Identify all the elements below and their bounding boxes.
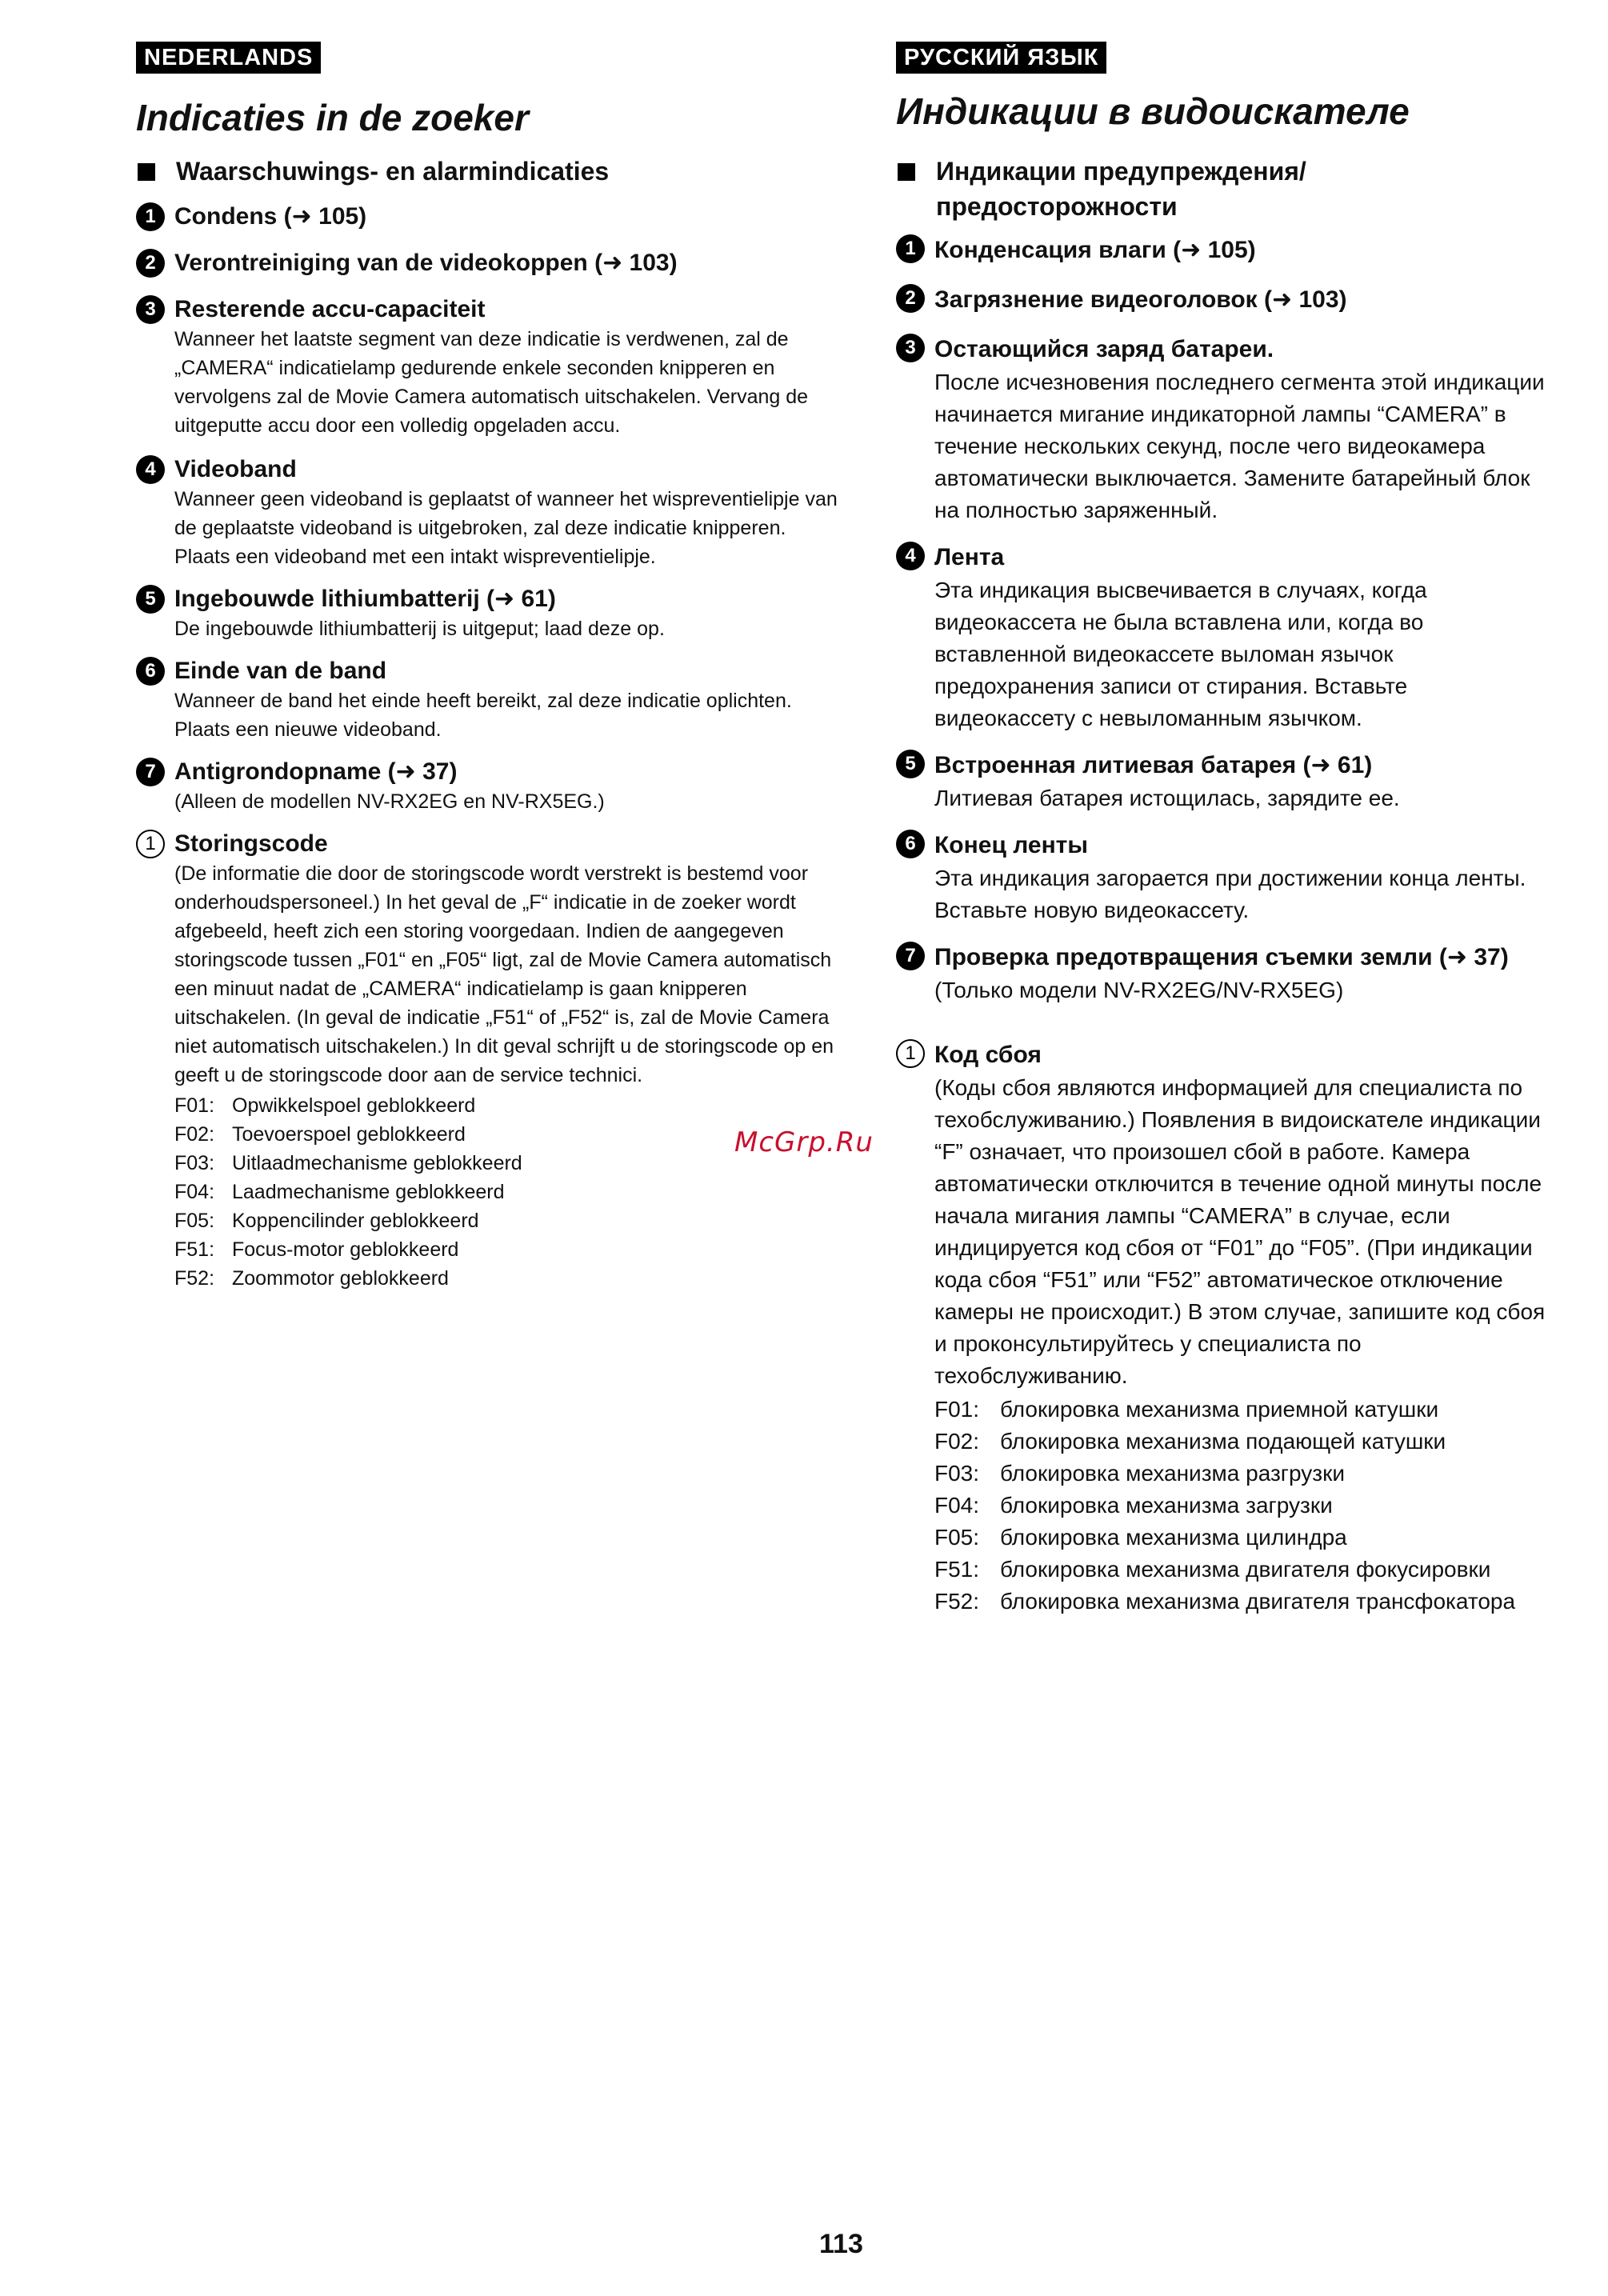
section-title: Индикации в видоискателе <box>896 90 1410 132</box>
error-code-desc: блокировка механизма двигателя трансфокатора <box>1000 1589 1516 1614</box>
number-badge-icon: 6 <box>896 830 925 858</box>
error-code-row <box>934 1490 1552 1522</box>
square-bullet-icon <box>898 163 915 181</box>
error-code: F03: <box>174 1152 215 1174</box>
indication-item <box>896 333 1552 526</box>
indication-heading: Einde van de band <box>174 658 387 684</box>
number-badge-icon: 3 <box>136 295 165 324</box>
error-code-desc: блокировка механизма цилиндра <box>1000 1525 1347 1550</box>
number-badge-icon: 5 <box>136 585 165 614</box>
indication-item <box>896 749 1552 814</box>
indication-list <box>896 234 1552 1618</box>
number-badge-icon: 7 <box>896 942 925 970</box>
indication-description: Эта индикация загорается при достижении конца ленты. Вставьте новую видеокассету. <box>934 866 1526 922</box>
indication-item <box>136 656 840 744</box>
error-code-section <box>896 1038 1552 1618</box>
number-badge-icon: 4 <box>136 455 165 484</box>
error-code: F04: <box>174 1181 215 1203</box>
subsection-heading <box>136 154 609 189</box>
indication-description: Wanneer geen videoband is geplaatst of wanneer het wispreventielipje van de geplaatste videoband is uitgebroken, zal deze indicatie knipperen. Plaats een videoband met een intakt wispreventielipje. <box>174 488 838 568</box>
indication-item <box>896 829 1552 926</box>
error-code-desc: блокировка механизма подающей катушки <box>1000 1429 1446 1454</box>
error-code-desc: Zoommotor geblokkeerd <box>232 1267 449 1290</box>
indication-item <box>136 584 840 643</box>
error-code: F05: <box>934 1525 980 1550</box>
subsection-heading <box>896 154 1552 224</box>
error-code-desc: Uitlaadmechanisme geblokkeerd <box>232 1152 522 1174</box>
error-code-desc: блокировка механизма загрузки <box>1000 1493 1333 1518</box>
error-code-row <box>934 1554 1552 1586</box>
error-code: F01: <box>934 1397 980 1422</box>
error-code-row <box>934 1586 1552 1618</box>
indication-heading: Проверка предотвращения съемки земли (➜ 37) <box>934 944 1509 970</box>
language-tag: NEDERLANDS <box>136 42 321 74</box>
indication-item <box>896 941 1552 1006</box>
square-bullet-icon <box>138 163 155 181</box>
error-code-row <box>934 1426 1552 1458</box>
error-code: F03: <box>934 1461 980 1486</box>
indication-heading: Ingebouwde lithiumbatterij (➜ 61) <box>174 586 556 612</box>
error-code: F04: <box>934 1493 980 1518</box>
error-code-row <box>934 1394 1552 1426</box>
error-code-row <box>174 1091 840 1120</box>
error-code-row <box>934 1522 1552 1554</box>
number-badge-icon: 2 <box>896 284 925 313</box>
error-code: F51: <box>174 1238 215 1261</box>
indication-item <box>136 202 840 232</box>
indication-item <box>136 248 840 278</box>
page-number: 113 <box>819 2229 863 2259</box>
indication-heading: Остающийся заряд батареи. <box>934 336 1274 362</box>
error-code-row <box>174 1178 840 1206</box>
error-code-desc: Koppencilinder geblokkeerd <box>232 1210 479 1232</box>
error-code-row <box>174 1235 840 1264</box>
indication-heading: Videoband <box>174 456 297 482</box>
indication-item <box>136 294 840 440</box>
error-code: F52: <box>174 1267 215 1290</box>
section-title: Indicaties in de zoeker <box>136 97 529 138</box>
error-code-description: (De informatie die door de storingscode wordt verstrekt is bestemd voor onderhoudspersoneel.) In het geval de „F“ indicatie in de zoeker wordt afgebeeld, heeft zich een storing voorgedaan. Indien de aangegeven storingscode tussen „F01“ en „F05“ ligt, zal de Movie Camera automatisch een minuut nadat de „CAMERA“ indicatielamp is gaan knipperen uitschakelen. (In geval de indicatie „F51“ of „F52“ is, zal de Movie Camera niet automatisch uitschakelen.) In dit geval schrijft u de storingscode op en geeft u de storingscode door aan de service technici. <box>174 862 834 1086</box>
indication-heading: Resterende accu-capaciteit <box>174 296 486 322</box>
error-code-desc: Opwikkelspoel geblokkeerd <box>232 1094 476 1117</box>
indication-heading: Verontreiniging van de videokoppen (➜ 103) <box>174 250 678 276</box>
circled-number-icon: 1 <box>136 830 165 858</box>
indication-item <box>136 757 840 816</box>
indication-description: (Alleen de modellen NV-RX2EG en NV-RX5EG.) <box>174 790 605 813</box>
circled-number-icon: 1 <box>896 1039 925 1068</box>
error-code-heading: Storingscode <box>174 830 328 857</box>
error-code-list <box>934 1394 1552 1618</box>
indication-item <box>136 454 840 571</box>
error-code: F52: <box>934 1589 980 1614</box>
indication-heading: Загрязнение видеоголовок (➜ 103) <box>934 286 1347 313</box>
indication-item <box>896 541 1552 734</box>
error-code-row <box>174 1264 840 1293</box>
indication-heading: Конец ленты <box>934 832 1088 858</box>
indication-description: Wanneer het laatste segment van deze indicatie is verdwenen, zal de „CAMERA“ indicatielamp gedurende enkele seconden knipperen en vervolgens zal de Movie Camera automatisch uitschakelen. Vervang de uitgeputte accu door een volledig opgeladen accu. <box>174 328 809 437</box>
error-code: F02: <box>934 1429 980 1454</box>
language-tag: РУССКИЙ ЯЗЫК <box>896 42 1106 74</box>
number-badge-icon: 5 <box>896 750 925 778</box>
error-code-heading: Код сбоя <box>934 1042 1042 1068</box>
indication-heading: Condens (➜ 105) <box>174 203 367 230</box>
subsection-heading-text: Индикации предупреждения/ предосторожности <box>936 157 1306 221</box>
indication-heading: Встроенная литиевая батарея (➜ 61) <box>934 752 1373 778</box>
error-code-desc: блокировка механизма разгрузки <box>1000 1461 1346 1486</box>
error-code-row <box>934 1458 1552 1490</box>
error-code-desc: Toevoerspoel geblokkeerd <box>232 1123 466 1146</box>
number-badge-icon: 7 <box>136 758 165 786</box>
number-badge-icon: 4 <box>896 542 925 570</box>
indication-description: De ingebouwde lithiumbatterij is uitgeput; laad deze op. <box>174 618 665 640</box>
error-code: F01: <box>174 1094 215 1117</box>
number-badge-icon: 3 <box>896 334 925 362</box>
indication-description: Wanneer de band het einde heeft bereikt, zal deze indicatie oplichten. Plaats een nieuwe videoband. <box>174 690 792 741</box>
error-code-list <box>174 1091 840 1293</box>
number-badge-icon: 1 <box>896 234 925 263</box>
indication-heading: Лента <box>934 544 1005 570</box>
error-code-desc: блокировка механизма двигателя фокусировки <box>1000 1557 1491 1582</box>
number-badge-icon: 1 <box>136 202 165 231</box>
indication-heading: Конденсация влаги (➜ 105) <box>934 237 1256 263</box>
error-code: F51: <box>934 1557 980 1582</box>
indication-item <box>896 283 1552 317</box>
indication-heading: Antigrondopname (➜ 37) <box>174 758 458 785</box>
error-code-row <box>174 1206 840 1235</box>
error-code-description: (Коды сбоя являются информацией для специалиста по техобслуживанию.) Появления в видоискателе индикации “F” означает, что произошел сбой в работе. Камера автоматически отключится в течение одной минуты после начала мигания лампы “CAMERA” в случае, если индицируется код сбоя от “F01” до “F05”. (При индикации кода сбоя “F51” или “F52” автоматическое отключение камеры не происходит.) В этом случае, запишите код сбоя и проконсультируйтесь у специалиста по техобслуживанию. <box>934 1075 1546 1388</box>
watermark-text: McGrp.Ru <box>734 1126 874 1158</box>
error-code-section <box>136 829 840 1293</box>
number-badge-icon: 6 <box>136 657 165 686</box>
indication-description: (Только модели NV-RX2EG/NV-RX5EG) <box>934 978 1344 1002</box>
subsection-heading-text: Waarschuwings- en alarmindicaties <box>176 157 610 186</box>
error-code: F02: <box>174 1123 215 1146</box>
indication-description: После исчезновения последнего сегмента этой индикации начинается мигание индикаторной лампы “CAMERA” в течение нескольких секунд, после чего видеокамера автоматически выключается. Замените батарейный блок на полностью заряженный. <box>934 370 1545 522</box>
indication-item <box>896 234 1552 267</box>
error-code: F05: <box>174 1210 215 1232</box>
indication-description: Эта индикация высвечивается в случаях, когда видеокассета не была вставлена или, когда во вставленной видеокассете выломан язычок предохранения записи от стирания. Вставьте видеокассету с невыломанным язычком. <box>934 578 1427 730</box>
indication-description: Литиевая батарея истощилась, зарядите ее. <box>934 786 1400 810</box>
error-code-desc: Laadmechanisme geblokkeerd <box>232 1181 505 1203</box>
error-code-desc: Focus-motor geblokkeerd <box>232 1238 459 1261</box>
error-code-desc: блокировка механизма приемной катушки <box>1000 1397 1439 1422</box>
number-badge-icon: 2 <box>136 249 165 278</box>
